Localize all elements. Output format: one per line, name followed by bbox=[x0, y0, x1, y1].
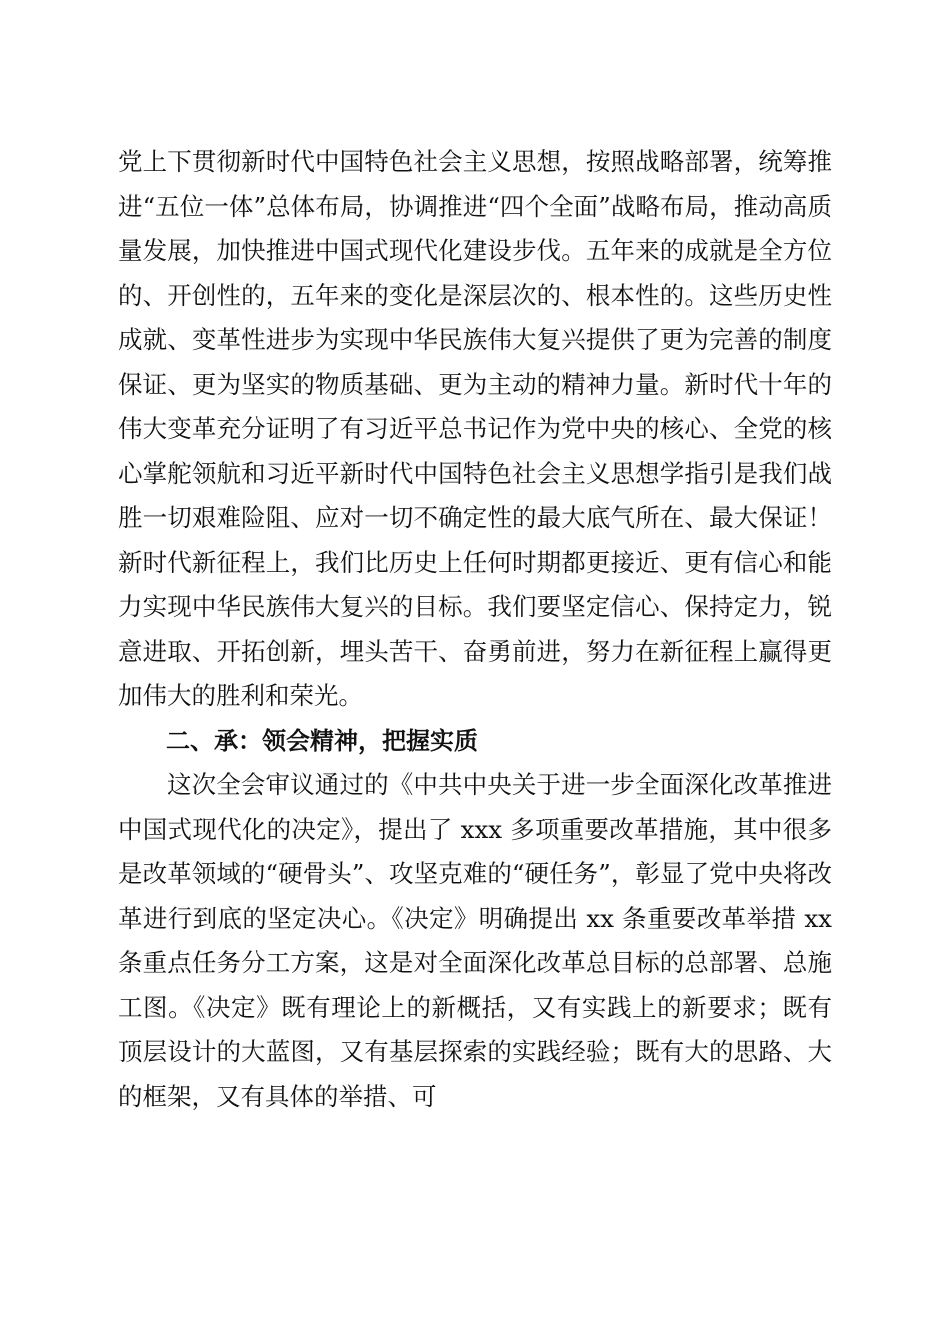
body-paragraph: 这次全会审议通过的《中共中央关于进一步全面深化改革推进中国式现代化的决定》，提出了 xxx 多项重要改革措施，其中很多是改革领域的“硬骨头”、攻坚克难的“硬任务”，彰显了党中央将改革进行到底的坚定决心。《决定》明确提出 xx 条重要改革举措 xx 条重点任务分工方案，这是对全面深化改革总目标的总部署、总施工图。《决定》既有理论上的新概括，又有实践上的新要求；既有顶层设计的大蓝图，又有基层探索的实践经验；既有大的思路、大的框架，又有具体的举措、可 bbox=[118, 770, 832, 1111]
document-body bbox=[118, 140, 832, 1119]
section-heading: 二、承：领会精神，把握实质 bbox=[166, 726, 478, 755]
body-paragraph: 党上下贯彻新时代中国特色社会主义思想，按照战略部署，统筹推进“五位一体”总体布局，协调推进“四个全面”战略布局，推动高质量发展，加快推进中国式现代化建设步伐。五年来的成就是全方位的、开创性的，五年来的变化是深层次的、根本性的。这些历史性成就、变革性进步为实现中华民族伟大复兴提供了更为完善的制度保证、更为坚实的物质基础、更为主动的精神力量。新时代十年的伟大变革充分证明了有习近平总书记作为党中央的核心、全党的核心掌舵领航和习近平新时代中国特色社会主义思想学指引是我们战胜一切艰难险阻、应对一切不确定性的最大底气所在、最大保证！新时代新征程上，我们比历史上任何时期都更接近、更有信心和能力实现中华民族伟大复兴的目标。我们要坚定信心、保持定力，锐意进取、开拓创新，埋头苦干、奋勇前进，努力在新征程上赢得更加伟大的胜利和荣光。 bbox=[118, 147, 832, 710]
